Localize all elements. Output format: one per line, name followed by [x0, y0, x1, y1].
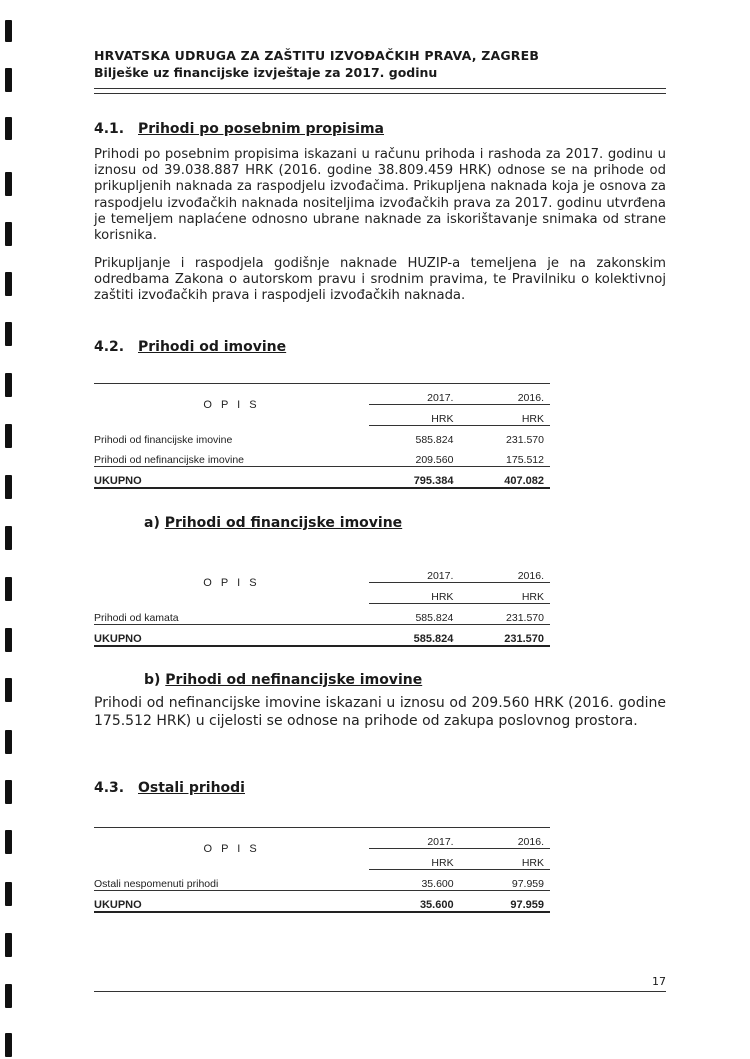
binder-mark — [5, 322, 12, 346]
table-row — [94, 446, 550, 467]
column-year-2016: 2016. — [460, 828, 550, 849]
row-value-2016: 175.512 — [459, 446, 550, 467]
section-title: Ostali prihodi — [138, 780, 245, 796]
row-label: Prihodi od nefinancijske imovine — [94, 446, 369, 467]
footer-rule — [94, 991, 666, 992]
row-label: Ostali nespomenuti prihodi — [94, 870, 369, 891]
row-label: Prihodi od kamata — [94, 604, 369, 625]
table-total-row — [94, 891, 550, 913]
binder-mark — [5, 117, 12, 140]
column-year-2016: 2016. — [459, 562, 550, 583]
binder-mark — [5, 984, 12, 1008]
row-value-2016: 231.570 — [459, 604, 550, 625]
table-prihodi-od-financijske-imovine — [94, 562, 550, 647]
binder-mark — [5, 730, 12, 754]
row-value-2016: 97.959 — [460, 870, 550, 891]
section-title: Prihodi po posebnim propisima — [138, 121, 385, 137]
section-heading-4-3 — [94, 780, 245, 796]
column-unit: HRK — [459, 405, 550, 426]
column-year-2017: 2017. — [369, 562, 460, 583]
binder-marks — [0, 0, 20, 1059]
subsection-title: Prihodi od nefinancijske imovine — [165, 672, 423, 688]
subsection-marker: a) — [144, 515, 160, 531]
column-unit: HRK — [460, 849, 550, 870]
section-number: 4.1. — [94, 121, 125, 137]
row-label: Prihodi od financijske imovine — [94, 434, 233, 446]
binder-mark — [5, 172, 12, 196]
column-year-2017: 2017. — [369, 828, 459, 849]
section-title: Prihodi od imovine — [138, 339, 287, 355]
binder-mark — [5, 424, 12, 448]
header-org: HRVATSKA UDRUGA ZA ZAŠTITU IZVOĐAČKIH PRAVA, ZAGREB — [94, 48, 540, 63]
binder-mark — [5, 526, 12, 550]
binder-mark — [5, 1033, 12, 1057]
binder-mark — [5, 577, 12, 601]
column-year-2017: 2017. — [369, 384, 460, 405]
subsection-marker: b) — [144, 672, 161, 688]
binder-mark — [5, 830, 12, 854]
table-total-row — [94, 625, 550, 647]
total-value-2017: 795.384 — [369, 467, 460, 489]
column-year-2016: 2016. — [459, 384, 550, 405]
row-value-2017: 209.560 — [369, 446, 460, 467]
section-number: 4.3. — [94, 780, 125, 796]
section-heading-4-1 — [94, 121, 384, 137]
binder-mark — [5, 933, 12, 957]
section-heading-4-2 — [94, 339, 286, 355]
table-header-opis: O P I S — [203, 576, 260, 589]
total-value-2016: 231.570 — [459, 625, 550, 647]
table-row — [94, 426, 550, 447]
subsection-title: Prihodi od financijske imovine — [164, 515, 403, 531]
row-value-2017: 585.824 — [415, 434, 454, 446]
table-ostali-prihodi — [94, 827, 550, 913]
paragraph-4-2-b: Prihodi od nefinancijske imovine iskazani u iznosu od 209.560 HRK (2016. godine 175.512 HRK) u cijelosti se odnose na prihode od zakupa poslovnog prostora. — [94, 695, 666, 729]
table-row — [94, 604, 550, 625]
total-value-2017: 585.824 — [369, 625, 460, 647]
header-subtitle: Bilješke uz financijske izvještaje za 2017. godinu — [94, 65, 438, 80]
row-value-2017: 35.600 — [369, 870, 459, 891]
total-value-2016: 97.959 — [460, 891, 550, 913]
binder-mark — [5, 272, 12, 296]
binder-mark — [5, 20, 12, 42]
total-value-2017: 35.600 — [369, 891, 459, 913]
column-unit: HRK — [369, 849, 459, 870]
paragraph-4-1-2: Prikupljanje i raspodjela godišnje naknade HUZIP-a temeljena je na zakonskim odredbama Zakona o autorskom pravu i srodnim pravima, te Pravilniku o kolektivnoj zaštiti izvođačkih prava i raspodjeli izvođačkih naknada. — [94, 256, 666, 304]
table-prihodi-od-imovine — [94, 383, 550, 489]
subsection-heading-b — [144, 672, 422, 688]
total-label: UKUPNO — [94, 467, 369, 489]
binder-mark — [5, 780, 12, 804]
binder-mark — [5, 475, 12, 499]
page-header — [94, 48, 666, 80]
column-unit: HRK — [369, 405, 460, 426]
table-header-opis: O P I S — [94, 828, 369, 870]
binder-mark — [5, 373, 12, 397]
binder-mark — [5, 678, 12, 702]
total-label: UKUPNO — [94, 625, 369, 647]
column-unit: HRK — [459, 583, 550, 604]
row-value-2016: 231.570 — [506, 434, 544, 446]
header-rule — [94, 88, 666, 94]
row-value-2017: 585.824 — [369, 604, 460, 625]
column-unit: HRK — [369, 583, 460, 604]
binder-mark — [5, 68, 12, 92]
table-total-row — [94, 467, 550, 489]
page-number: 17 — [652, 975, 666, 988]
binder-mark — [5, 628, 12, 652]
table-header-opis: O P I S — [94, 384, 369, 426]
total-value-2016: 407.082 — [459, 467, 550, 489]
paragraph-4-1-1: Prihodi po posebnim propisima iskazani u računu prihoda i rashoda za 2017. godinu u iznosu od 39.038.887 HRK (2016. godine 38.809.459 HRK) odnose se na prihode od prikupljenih naknada za raspodjelu izvođačima. Prikupljena naknada koja je osnova za raspodjelu izvođačkih naknada nositeljima izvođačkih prava za 2017. godinu utvrđena je temeljem naplaćene odnosno ubrane naknade za iskorištavanje snimaka od strane korisnika. — [94, 147, 666, 244]
subsection-heading-a — [144, 515, 402, 531]
total-label: UKUPNO — [94, 891, 369, 913]
binder-mark — [5, 882, 12, 906]
table-row — [94, 870, 550, 891]
section-number: 4.2. — [94, 339, 125, 355]
binder-mark — [5, 222, 12, 246]
